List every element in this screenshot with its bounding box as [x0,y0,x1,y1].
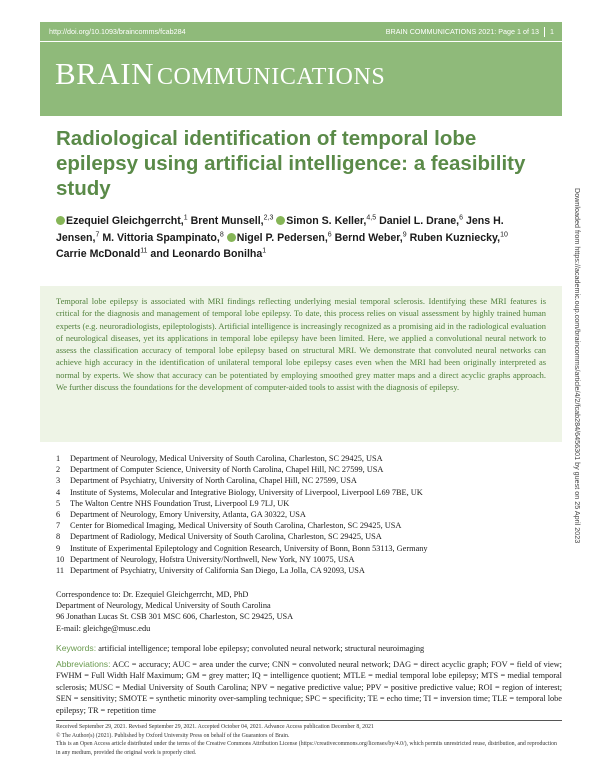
author-name: Carrie McDonald [56,248,141,260]
author [150,248,266,260]
journal-logo [55,58,385,89]
affiliation-item [56,520,556,531]
affiliation-number: 3 [56,476,61,486]
author-affiliation-marker: 2,3 [263,214,274,222]
affiliation-list [56,453,556,576]
affiliation-number: 9 [56,543,61,553]
abstract-box [40,286,562,442]
affiliation-number: 1 [56,454,61,463]
journal-page-info: BRAIN COMMUNICATIONS 2021: Page 1 of 13 [385,27,539,36]
author-affiliation-marker: 6 [459,214,464,222]
author-list [56,213,536,263]
correspondence-line: Correspondence to: Dr. Ezequiel Gleichgerrcht, MD, PhD [56,590,249,599]
correspondence-line: Department of Neurology, Medical University of South Carolina [56,601,271,611]
download-note: Downloaded from https://academic.oup.com/braincomms/article/4/2/fcab284/6456301 by guest on 25 April 2023 [573,188,582,544]
affiliation-number: 11 [56,566,64,576]
affiliation-item [56,531,556,542]
author-affiliation-marker: 9 [402,230,407,238]
affiliation-item [56,498,556,509]
keywords-block [56,643,556,654]
footer-divider [56,720,562,721]
keywords-label: Keywords: [56,643,97,653]
article-footer [56,723,562,757]
affiliation-number: 8 [56,532,61,542]
author [379,215,463,227]
affiliation-item [56,475,556,486]
author [335,232,407,244]
affiliation-text: Center for Biomedical Imaging, Medical University of South Carolina, Charleston, SC 29425, USA [70,521,402,531]
author-name: Ruben Kuzniecky, [409,231,501,244]
page-number: 1 [550,27,554,36]
author-affiliation-marker: 11 [140,247,148,255]
author-name: Jens H. Jensen, [56,215,504,244]
keywords-text: artificial intelligence; temporal lobe epilepsy; convoluted neural network; structural neuroimaging [98,644,425,653]
journal-name-communications: COMMUNICATIONS [156,64,386,90]
affiliation-text: Department of Neurology, Emory University, Atlanta, GA 30322, USA [70,510,306,520]
affiliation-text: Institute of Experimental Epileptology and Cognition Research, University of Bonn, Bonn 53113, Germany [70,543,428,553]
affiliation-text: Department of Neurology, Hofstra University/Northwell, New York, NY 10075, USA [70,554,355,564]
affiliation-text: Institute of Systems, Molecular and Integrative Biology, University of Liverpool, Liverpool L69 7BE, UK [70,487,423,497]
correspondence-block [56,589,556,634]
article-title: Radiological identification of temporal lobe epilepsy using artificial intelligence: a feasibility study [56,127,526,200]
affiliation-item [56,554,556,565]
author [102,232,223,244]
author-affiliation-marker: 4,5 [366,214,377,222]
affiliation-item [56,464,556,475]
affiliation-item [56,509,556,520]
correspondence-email[interactable]: E-mail: gleichge@musc.edu [56,623,151,633]
journal-header-band [40,22,562,116]
correspondence-line: 96 Jonathan Lucas St. CSB 301 MSC 606, Charleston, SC 29425, USA [56,612,294,622]
abbreviations-label: Abbreviations: [56,659,111,669]
affiliation-number: 10 [56,554,65,564]
affiliation-text: Department of Psychiatry, University of California San Diego, La Jolla, CA 92093, USA [70,566,365,576]
author-name: and Leonardo Bonilha [150,248,263,260]
author [191,215,274,227]
author-name: Nigel P. Pedersen, [236,231,328,244]
journal-name-brain: BRAIN [55,56,154,91]
copyright-notice: © The Author(s) (2021). Published by Oxford University Press on behalf of the Guarantors of Brain. [56,732,290,739]
affiliation-number: 2 [56,465,61,475]
author [410,232,508,244]
publication-dates: Received September 29, 2021. Revised September 29, 2021. Accepted October 04, 2021. Advance Access publication December 8, 2021 [56,724,374,730]
orcid-icon[interactable] [227,233,236,242]
author-name: Ezequiel Gleichgerrcht, [66,215,184,227]
affiliation-text: Department of Neurology, Medical University of South Carolina, Charleston, SC 29425, USA [70,454,383,463]
author-affiliation-marker: 6 [327,230,332,238]
header-divider [544,27,545,37]
author-affiliation-marker: 1 [262,247,267,255]
affiliation-number: 4 [56,487,61,497]
author-name: Bernd Weber, [334,231,403,244]
author [276,215,376,227]
author-affiliation-marker: 8 [219,230,224,238]
affiliation-item [56,453,556,464]
license-notice: This is an Open Access article distributed under the terms of the Creative Commons Attribution License (https://creativecommons.org/licenses/by/4.0/), which permits unrestricted reuse, distribution, and reproduction in any medium, provided the original work is properly cited. [56,741,557,756]
abbreviations-block [56,659,562,716]
author-name: Daniel L. Drane, [379,215,460,227]
orcid-icon[interactable] [56,216,65,225]
affiliation-number: 5 [56,498,61,508]
affiliation-number: 6 [56,510,61,520]
author-name: Simon S. Keller, [286,215,367,227]
affiliation-text: Department of Psychiatry, University of North Carolina, Chapel Hill, NC 27599, USA [70,476,357,486]
affiliation-number: 7 [56,521,61,531]
author [56,248,147,260]
affiliation-text: The Walton Centre NHS Foundation Trust, Liverpool L9 7LJ, UK [70,498,290,508]
abbreviations-text: ACC = accuracy; AUC = area under the curve; CNN = convoluted neural network; DAG = direct acyclic graph; FOV = field of view; FWHM = Full Width Half Maximum; GM = grey matter; IQ = intelligence quotient; MTLE = medial temporal lobe epilepsy; MTS = medial temporal sclerosis; MUSC = Medial University of South Carolina; NPV = negative predictive value; PPV = positive predictive value; ROI = region of interest; SEN = sensitivity; SMOTE = synthetic minority over-sampling technique; SPC = specificity; TE = echo time; TI = inversion time; TLE = temporal lobe epilepsy; TR = repetition time [56,660,562,715]
affiliation-text: Department of Radiology, Medical University of South Carolina, Charleston, SC 29425, USA [70,532,382,542]
abstract-text: Temporal lobe epilepsy is associated with MRI findings reflecting underlying mesial temporal sclerosis. Identifying these MRI features is critical for the diagnosis and management of temporal lobe epilepsy. To date, this process relies on visual assessment by highly trained human experts (e.g. neuroradiologists, epileptologists). Artificial intelligence is increasingly recognized as a promising aid in the radiological evaluation of neurological diseases, yet its applications in temporal lobe epilepsy have been limited. Here, we applied a convolutional neural network to assess the classification accuracy of temporal lobe epilepsy based on structural MRI. We demonstrate that convoluted neural networks can achieve high accuracy in the identification of unilateral temporal lobe epilepsy cases even when the MRI had been originally interpreted as normal by experts. We show that accuracy can be potentiated by employing smoothed grey matter maps and a direct acyclic graphs approach. We further discuss the foundations for the development of computer-aided tools to assist with the diagnosis of epilepsy. [56,296,546,393]
author-affiliation-marker: 7 [95,230,100,238]
doi-link[interactable]: http://doi.org/10.1093/braincomms/fcab284 [49,27,186,36]
running-header-right [386,27,554,37]
affiliation-text: Department of Computer Science, University of North Carolina, Chapel Hill, NC 27599, USA [70,465,384,475]
running-header [40,22,562,42]
affiliation-item [56,565,556,576]
author [227,232,332,244]
author-name: Brent Munsell, [190,215,264,227]
affiliation-item [56,543,556,554]
author-name: M. Vittoria Spampinato, [102,231,220,244]
affiliation-item [56,487,556,498]
author [56,215,188,227]
author-affiliation-marker: 10 [500,230,508,238]
author-affiliation-marker: 1 [183,214,188,222]
orcid-icon[interactable] [276,216,285,225]
